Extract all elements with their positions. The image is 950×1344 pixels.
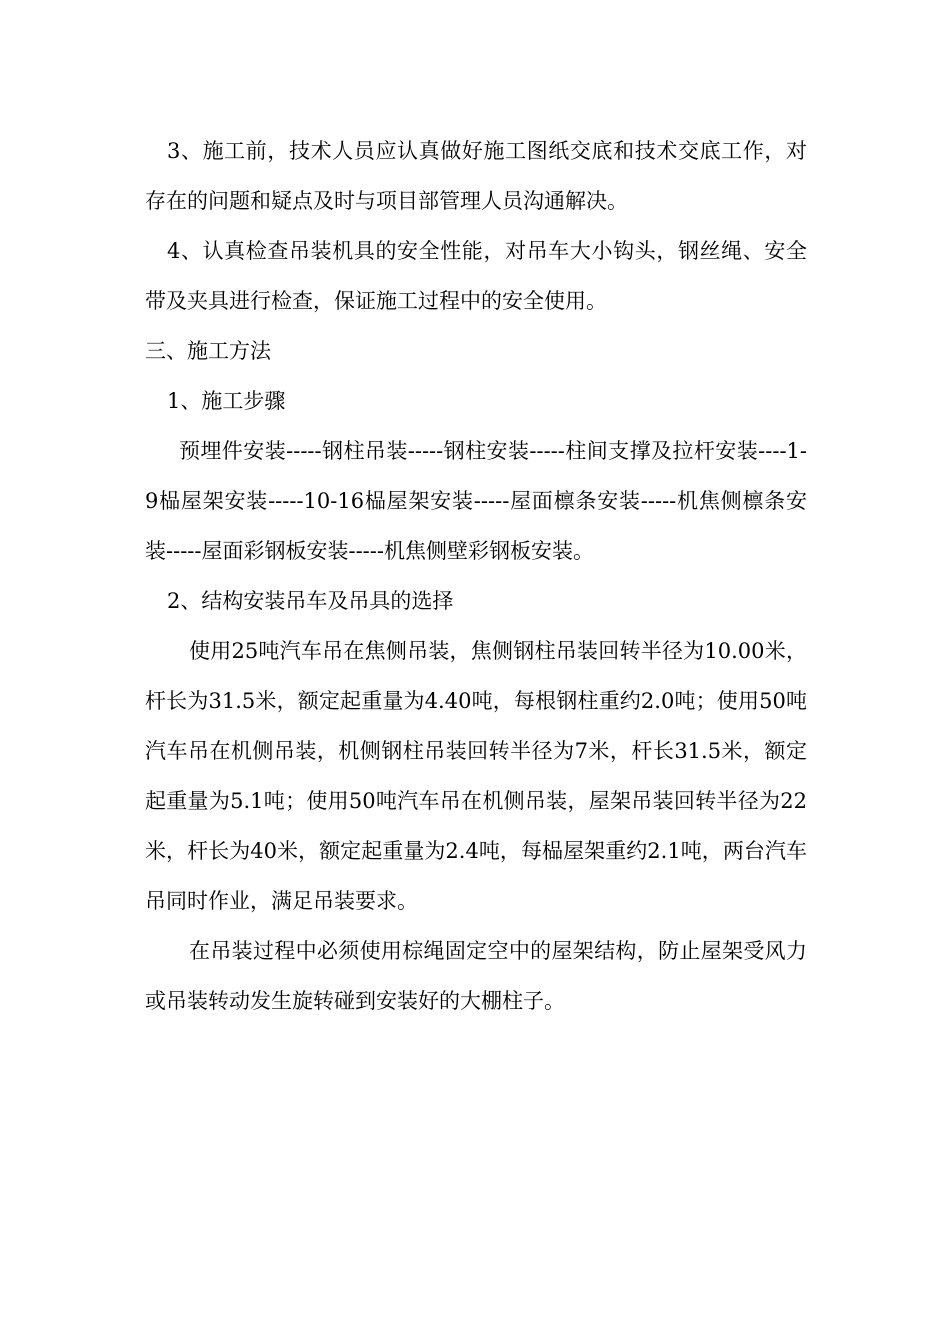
paragraph-rope-fixing: 在吊装过程中必须使用棕绳固定空中的屋架结构，防止屋架受风力或吊装转动发生旋转碰到安装好的大棚柱子。 (145, 939, 807, 1013)
paragraph-preparation-4: 4、认真检查吊装机具的安全性能，对吊车大小钩头，钢丝绳、安全带及夹具进行检查，保证施工过程中的安全使用。 (145, 239, 807, 313)
section-heading-construction-method: 三、施工方法 (145, 339, 271, 363)
subheading-construction-steps: 1、施工步骤 (167, 389, 286, 413)
paragraph-crane-selection: 使用25吨汽车吊在焦侧吊装，焦侧钢柱吊装回转半径为10.00米，杆长为31.5米，额定起重量为4.40吨，每根钢柱重约2.0吨；使用50吨汽车吊在机侧吊装，机侧钢柱吊装回转半径为7米，杆长31.5米，额定起重量为5.1吨；使用50吨汽车吊在机侧吊装，屋架吊装回转半径为22米，杆长为40米，额定起重量为2.4吨，每榀屋架重约2.1吨，两台汽车吊同时作业，满足吊装要求。 (145, 639, 807, 913)
subheading-crane-selection: 2、结构安装吊车及吊具的选择 (167, 589, 454, 613)
paragraph-preparation-3: 3、施工前，技术人员应认真做好施工图纸交底和技术交底工作，对存在的问题和疑点及时与项目部管理人员沟通解决。 (145, 139, 807, 213)
document-body (145, 126, 807, 1026)
paragraph-construction-steps: 预埋件安装-----钢柱吊装-----钢柱安装-----柱间支撑及拉杆安装----1-9榀屋架安装-----10-16榀屋架安装-----屋面檩条安装-----机焦侧檩条安装-----屋面彩钢板安装-----机焦侧壁彩钢板安装。 (145, 439, 807, 563)
